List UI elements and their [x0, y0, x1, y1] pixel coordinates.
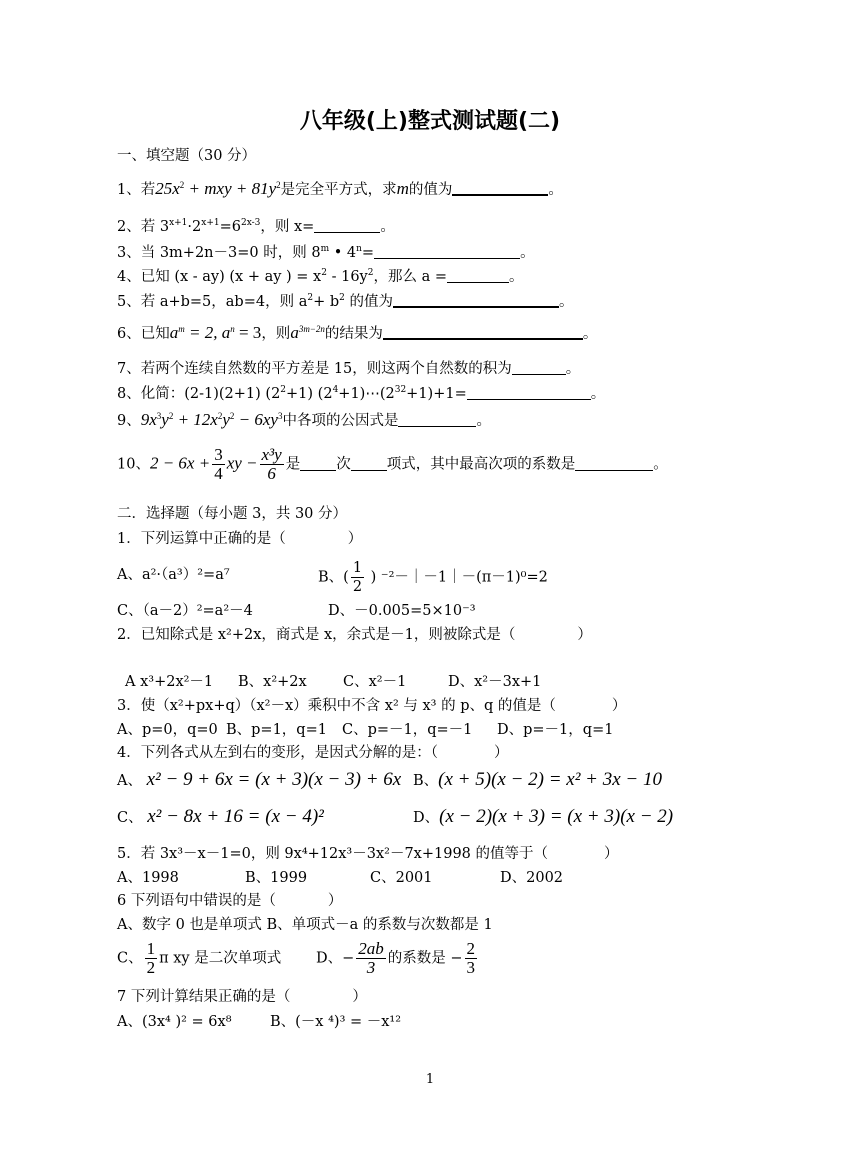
answer-blank[interactable]: [314, 218, 380, 233]
question-9: 9、$9x^3y^2 + 12x^2y^2 - 6xy^3$中各项的公因式是 。: [117, 410, 491, 429]
question-8: 8、化简：(2-1)(2+1) $(2^2+1)$ $(2^4+1)\cdots(2^{32}+1)+1=$ 。: [117, 385, 606, 402]
answer-blank[interactable]: [512, 360, 566, 375]
c1-option-b[interactable]: B、( $\frac{1}{2}$ ) ⁻²－｜－1｜－(π－1)⁰=2: [318, 560, 548, 595]
answer-blank[interactable]: [398, 412, 476, 427]
c2-option-c[interactable]: C、x²－1: [343, 674, 407, 690]
c6-options-ab[interactable]: A、数字 0 也是单项式 B、单项式－a 的系数与次数都是 1: [117, 917, 493, 933]
question-6: 6、已知$a^m = 2$, $a^n = 3$，则$a^{3m-2n}$的结果为 。: [117, 323, 598, 342]
c5-option-d[interactable]: D、2002: [500, 870, 564, 886]
choice-question-2: 2．已知除式是 x²+2x，商式是 x，余式是－1，则被除式是（ ）: [117, 627, 592, 643]
choice-question-5: 5．若 3x³－x－1=0，则 9x⁴+12x³－3x²－7x+1998 的值等于（ ）: [117, 846, 619, 862]
question-4: 4、已知 (x - ay) (x + ay ) = $x^2 - 16y^2$，那么 a = 。: [117, 268, 524, 285]
section-choice-heading: 二．选择题（每小题 3，共 30 分）: [117, 506, 348, 522]
c1-option-d[interactable]: D、－0.005=5×10⁻³: [328, 603, 476, 619]
c3-option-b[interactable]: B、p=1，q=1: [226, 722, 327, 738]
page-title: 八年级(上)整式测试题(二): [299, 109, 561, 134]
section-fill-in-heading: 一、填空题（30 分）: [117, 148, 257, 164]
c3-option-a[interactable]: A、p=0，q=0: [117, 722, 218, 738]
answer-blank[interactable]: [374, 244, 520, 259]
answer-blank[interactable]: [447, 268, 509, 283]
answer-blank[interactable]: [383, 324, 583, 340]
question-3: 3、当 3m+2n－3=0 时，则 8$^m$ • $4^n=$ 。: [117, 244, 535, 261]
choice-question-6: 6 下列语句中错误的是（ ）: [117, 893, 343, 909]
question-1: 1、若$25x^2$ + mxy + $81y^2$是完全平方式，求m的值为 。: [117, 179, 563, 198]
c1-option-c[interactable]: C、（a－2）²=a²－4: [117, 603, 253, 619]
question-2: 2、若 $3^{x+1}\cdot 2^{x+1}=6^{2x-3}$，则 x= 。: [117, 218, 395, 235]
c4-option-b[interactable]: B、(x + 5)(x − 2) = x² + 3x − 10: [413, 769, 662, 790]
choice-question-1: 1．下列运算中正确的是（ ）: [117, 531, 363, 547]
c7-option-b[interactable]: B、(－x ⁴)³ = －x¹²: [270, 1014, 402, 1030]
c3-option-c[interactable]: C、p=－1，q=－1: [342, 722, 473, 738]
c4-option-a[interactable]: A、 x² − 9 + 6x = (x + 3)(x − 3) + 6x: [117, 769, 402, 790]
answer-blank[interactable]: [452, 180, 548, 196]
c2-option-b[interactable]: B、x²+2x: [238, 674, 307, 690]
answer-blank[interactable]: [300, 456, 336, 471]
c6-option-c[interactable]: C、 $\frac{1}{2}$ π xy 是二次单项式: [117, 939, 282, 977]
c6-option-d[interactable]: D、− $\frac{2ab}{3}$ 的系数是 − $\frac{2}{3}$: [316, 939, 476, 977]
choice-question-7: 7 下列计算结果正确的是（ ）: [117, 989, 367, 1005]
c5-option-b[interactable]: B、1999: [245, 870, 308, 886]
question-10: 10、2 − 6x + $\frac{3}{4}$ xy − $\frac{\text{x³y}}{6}$ 是 次 项式，其中最高次项的系数是 。: [117, 445, 668, 483]
choice-question-4: 4．下列各式从左到右的变形，是因式分解的是：（ ）: [117, 745, 509, 761]
c7-option-a[interactable]: A、(3x⁴ )² = 6x⁸: [117, 1014, 232, 1030]
answer-blank[interactable]: [351, 456, 387, 471]
c3-option-d[interactable]: D、p=－1，q=1: [497, 722, 614, 738]
answer-blank[interactable]: [393, 292, 559, 308]
answer-blank[interactable]: [575, 456, 653, 471]
question-5: 5、若 a+b=5，ab=4，则 $a^2+ b^2$ 的值为 。: [117, 293, 574, 310]
c2-option-a[interactable]: A x³+2x²－1: [125, 674, 214, 690]
question-7: 7、若两个连续自然数的平方差是 15，则这两个自然数的积为 。: [117, 361, 581, 377]
c4-option-d[interactable]: D、(x − 2)(x + 3) = (x + 3)(x − 2): [413, 806, 674, 827]
choice-question-3: 3．使（x²+px+q）（x²－x）乘积中不含 x² 与 x³ 的 p、q 的值是（ ）: [117, 698, 627, 714]
c1-option-a[interactable]: A、a²·（a³）²=a⁷: [117, 567, 230, 583]
c5-option-c[interactable]: C、2001: [370, 870, 433, 886]
c5-option-a[interactable]: A、1998: [117, 870, 179, 886]
c4-option-c[interactable]: C、 x² − 8x + 16 = (x − 4)²: [117, 806, 324, 827]
page-number: 1: [425, 1072, 435, 1087]
answer-blank[interactable]: [467, 385, 591, 400]
c2-option-d[interactable]: D、x²－3x+1: [448, 674, 542, 690]
